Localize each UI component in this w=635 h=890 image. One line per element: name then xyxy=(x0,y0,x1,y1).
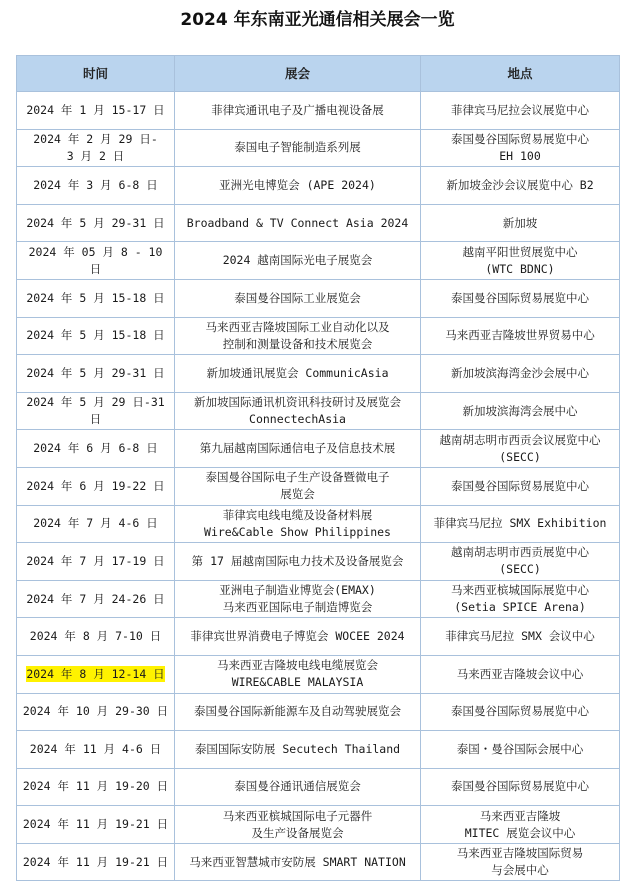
cell-venue-line: 泰国曼谷国际贸易展览中心 xyxy=(451,779,589,794)
header-expo: 展会 xyxy=(175,56,421,92)
cell-venue xyxy=(421,279,620,317)
cell-expo-line: 泰国曼谷通讯通信展览会 xyxy=(234,779,361,794)
table-row xyxy=(17,693,620,731)
cell-time-line: 2024 年 11 月 19-21 日 xyxy=(22,854,169,869)
cell-venue-line: 马来西亚吉隆坡 xyxy=(479,808,561,823)
cell-expo-line: Broadband & TV Connect Asia 2024 xyxy=(186,215,409,230)
table-row xyxy=(17,129,620,167)
cell-expo-line: 泰国曼谷国际新能源车及自动驾驶展览会 xyxy=(194,704,401,719)
table-row xyxy=(17,92,620,130)
cell-time xyxy=(17,731,175,769)
table-row xyxy=(17,655,620,693)
cell-expo-line: 泰国曼谷国际工业展览会 xyxy=(234,290,361,305)
cell-expo-line: 泰国电子智能制造系列展 xyxy=(234,140,361,155)
cell-venue xyxy=(421,843,620,881)
cell-time xyxy=(17,279,175,317)
page-title: 2024 年东南亚光通信相关展会一览 xyxy=(180,10,455,30)
table-row xyxy=(17,317,620,355)
cell-venue-line: EH 100 xyxy=(499,148,541,163)
table-row xyxy=(17,204,620,242)
cell-time-line: 2024 年 5 月 29 日-31 日 xyxy=(26,395,165,427)
cell-venue xyxy=(421,392,620,430)
cell-venue-line: 马来西亚吉隆坡世界贸易中心 xyxy=(445,328,595,343)
cell-expo-line: 第九届越南国际通信电子及信息技术展 xyxy=(199,441,396,456)
cell-venue xyxy=(421,92,620,130)
table-row xyxy=(17,430,620,468)
cell-venue-line: 菲律宾马尼拉 SMX 会议中心 xyxy=(445,629,595,644)
cell-venue xyxy=(421,317,620,355)
cell-time-line: 2024 年 11 月 4-6 日 xyxy=(29,741,162,756)
cell-venue-line: 菲律宾马尼拉 SMX Exhibition xyxy=(433,516,607,531)
table-row xyxy=(17,618,620,656)
cell-venue-line: 泰国曼谷国际贸易展览中心 xyxy=(451,290,589,305)
header-time: 时间 xyxy=(17,56,175,92)
cell-venue-line: 泰国曼谷国际贸易展览中心 xyxy=(451,704,589,719)
cell-time xyxy=(17,768,175,806)
cell-expo xyxy=(175,843,421,881)
table-row xyxy=(17,355,620,393)
cell-time-line: 2024 年 2 月 29 日- xyxy=(33,131,158,146)
cell-time-line xyxy=(21,666,170,683)
cell-expo xyxy=(175,204,421,242)
cell-expo-line: 新加坡国际通讯机资讯科技研讨及展览会 xyxy=(194,395,401,410)
cell-expo-line: 马来西亚吉隆坡国际工业自动化以及 xyxy=(205,319,390,334)
cell-time-line: 2024 年 11 月 19-20 日 xyxy=(22,779,169,794)
cell-time xyxy=(17,317,175,355)
cell-time xyxy=(17,167,175,205)
cell-venue xyxy=(421,467,620,505)
cell-venue xyxy=(421,655,620,693)
cell-time-line: 2024 年 5 月 29-31 日 xyxy=(26,215,165,230)
table-row xyxy=(17,167,620,205)
cell-venue xyxy=(421,355,620,393)
cell-expo-line: 菲律宾电线电缆及设备材料展 xyxy=(222,507,373,522)
table-row xyxy=(17,279,620,317)
cell-expo-line: 泰国国际安防展 Secutech Thailand xyxy=(194,741,401,756)
cell-venue xyxy=(421,543,620,581)
cell-expo xyxy=(175,655,421,693)
cell-venue-line: 菲律宾马尼拉会议展览中心 xyxy=(451,102,589,117)
cell-time xyxy=(17,467,175,505)
cell-expo xyxy=(175,92,421,130)
cell-expo xyxy=(175,693,421,731)
cell-time-line: 2024 年 05 月 8 - 10 日 xyxy=(28,244,163,276)
cell-time xyxy=(17,204,175,242)
cell-expo xyxy=(175,768,421,806)
table-row xyxy=(17,580,620,618)
cell-venue-line: 与会展中心 xyxy=(491,863,549,878)
cell-venue-line: 新加坡滨海湾金沙会展中心 xyxy=(451,365,589,380)
cell-expo-line: 新加坡通讯展览会 CommunicAsia xyxy=(206,365,389,380)
cell-time-line: 2024 年 7 月 24-26 日 xyxy=(26,591,165,606)
cell-time xyxy=(17,392,175,430)
cell-expo xyxy=(175,167,421,205)
cell-time xyxy=(17,430,175,468)
cell-expo-line: 菲律宾通讯电子及广播电视设备展 xyxy=(211,102,384,117)
cell-time-line: 2024 年 1 月 15-17 日 xyxy=(26,102,165,117)
cell-venue xyxy=(421,806,620,844)
cell-venue-line: 越南胡志明市西贡会议展览中心 xyxy=(439,432,601,447)
cell-venue-line: 新加坡金沙会议展览中心 B2 xyxy=(446,177,594,192)
cell-expo-line: 马来西亚智慧城市安防展 SMART NATION xyxy=(189,854,406,869)
cell-expo xyxy=(175,806,421,844)
cell-time-line: 2024 年 5 月 29-31 日 xyxy=(26,365,165,380)
expo-table xyxy=(16,55,620,881)
cell-time xyxy=(17,92,175,130)
cell-expo-line: 亚洲光电博览会 (APE 2024) xyxy=(219,177,376,192)
cell-expo-line: 菲律宾世界消费电子博览会 WOCEE 2024 xyxy=(190,629,405,644)
cell-expo xyxy=(175,355,421,393)
cell-venue-line: (SECC) xyxy=(499,449,541,464)
cell-time-line: 3 月 2 日 xyxy=(66,148,125,163)
cell-venue-line: 马来西亚槟城国际展览中心 xyxy=(451,583,589,598)
cell-expo-line: 马来西亚国际电子制造博览会 xyxy=(222,600,373,615)
cell-venue xyxy=(421,618,620,656)
cell-venue xyxy=(421,430,620,468)
table-row xyxy=(17,731,620,769)
cell-time xyxy=(17,242,175,280)
cell-venue xyxy=(421,731,620,769)
cell-venue xyxy=(421,167,620,205)
cell-expo xyxy=(175,317,421,355)
cell-venue-line: 越南胡志明市西贡展览中心 xyxy=(451,545,589,560)
cell-expo xyxy=(175,430,421,468)
cell-expo-line: 亚洲电子制造业博览会(EMAX) xyxy=(219,583,376,598)
cell-expo xyxy=(175,242,421,280)
header-venue: 地点 xyxy=(421,56,620,92)
cell-venue-line: (Setia SPICE Arena) xyxy=(454,600,586,615)
table-row xyxy=(17,843,620,881)
cell-venue-line: (SECC) xyxy=(499,562,541,577)
cell-expo xyxy=(175,505,421,543)
table-row xyxy=(17,467,620,505)
cell-expo xyxy=(175,467,421,505)
cell-venue-line: 泰国曼谷国际贸易展览中心 xyxy=(451,131,589,146)
cell-expo-line: 泰国曼谷国际电子生产设备暨微电子 xyxy=(205,470,390,485)
table-row xyxy=(17,392,620,430)
cell-time xyxy=(17,129,175,167)
highlighted-date: 2024 年 8 月 12-14 日 xyxy=(26,666,165,681)
cell-time-line: 2024 年 3 月 6-8 日 xyxy=(33,177,158,192)
cell-expo xyxy=(175,543,421,581)
cell-expo xyxy=(175,731,421,769)
cell-expo-line: 马来西亚槟城国际电子元器件 xyxy=(222,808,373,823)
cell-time-line: 2024 年 5 月 15-18 日 xyxy=(26,290,165,305)
cell-time xyxy=(17,355,175,393)
cell-expo-line: 及生产设备展览会 xyxy=(251,825,344,840)
cell-expo xyxy=(175,279,421,317)
cell-venue-line: 越南平阳世贸展览中心 xyxy=(462,244,578,259)
cell-venue xyxy=(421,693,620,731)
cell-expo xyxy=(175,129,421,167)
cell-venue-line: (WTC BDNC) xyxy=(485,261,555,276)
cell-venue-line: 马来西亚吉隆坡国际贸易 xyxy=(456,846,584,861)
cell-venue xyxy=(421,768,620,806)
cell-expo xyxy=(175,618,421,656)
cell-time-line: 2024 年 6 月 6-8 日 xyxy=(33,441,158,456)
cell-time xyxy=(17,806,175,844)
table-row xyxy=(17,242,620,280)
cell-expo-line: Wire&Cable Show Philippines xyxy=(204,524,391,539)
cell-venue-line: 马来西亚吉隆坡会议中心 xyxy=(456,666,584,681)
cell-expo xyxy=(175,392,421,430)
cell-time-line: 2024 年 6 月 19-22 日 xyxy=(26,478,165,493)
cell-expo-line: ConnectechAsia xyxy=(249,412,346,427)
cell-expo-line: 第 17 届越南国际电力技术及设备展览会 xyxy=(191,553,404,568)
table-row xyxy=(17,768,620,806)
table-row xyxy=(17,806,620,844)
cell-expo-line: 展览会 xyxy=(280,487,315,502)
cell-time xyxy=(17,843,175,881)
cell-time xyxy=(17,505,175,543)
cell-expo xyxy=(175,580,421,618)
cell-time-line: 2024 年 11 月 19-21 日 xyxy=(22,817,169,832)
cell-venue xyxy=(421,505,620,543)
cell-venue xyxy=(421,129,620,167)
cell-time-line: 2024 年 10 月 29-30 日 xyxy=(22,704,169,719)
cell-time xyxy=(17,655,175,693)
cell-venue-line: 泰国・曼谷国际会展中心 xyxy=(456,741,584,756)
cell-venue xyxy=(421,242,620,280)
cell-venue-line: 新加坡滨海湾会展中心 xyxy=(462,403,578,418)
cell-venue-line: MITEC 展览会议中心 xyxy=(464,825,576,840)
cell-expo-line: 2024 越南国际光电子展览会 xyxy=(222,253,373,268)
cell-time xyxy=(17,543,175,581)
cell-venue-line: 泰国曼谷国际贸易展览中心 xyxy=(451,478,589,493)
cell-expo-line: 控制和测量设备和技术展览会 xyxy=(222,336,373,351)
cell-time-line: 2024 年 7 月 17-19 日 xyxy=(26,553,165,568)
table-header-row xyxy=(17,56,620,92)
table-row xyxy=(17,505,620,543)
cell-time-line: 2024 年 8 月 7-10 日 xyxy=(29,629,162,644)
cell-time-line: 2024 年 7 月 4-6 日 xyxy=(33,516,158,531)
cell-venue xyxy=(421,204,620,242)
cell-time xyxy=(17,580,175,618)
cell-time xyxy=(17,618,175,656)
cell-venue xyxy=(421,580,620,618)
table-row xyxy=(17,543,620,581)
cell-expo-line: 马来西亚吉隆坡电线电缆展览会 xyxy=(217,658,378,673)
cell-time xyxy=(17,693,175,731)
cell-time-line: 2024 年 5 月 15-18 日 xyxy=(26,328,165,343)
cell-venue-line: 新加坡 xyxy=(502,215,538,230)
cell-expo-line: WIRE&CABLE MALAYSIA xyxy=(231,675,364,690)
